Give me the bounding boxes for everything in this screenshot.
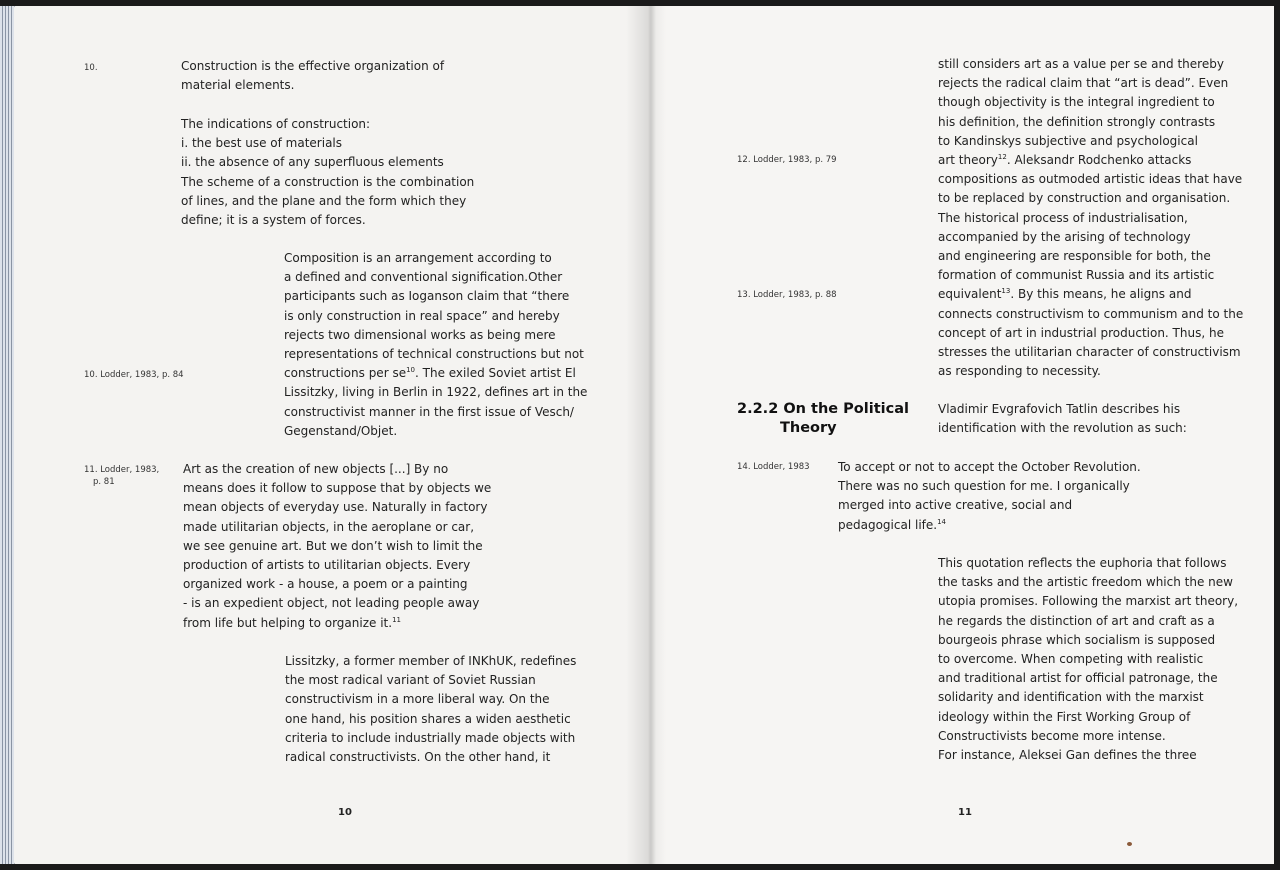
text-line: The indications of construction:	[181, 117, 371, 131]
text-line: criteria to include industrially made objects with	[285, 730, 576, 745]
text-line: Vladimir Evgrafovich Tatlin describes his	[938, 402, 1181, 416]
footnote-11: 11. Lodder, 1983, p. 81	[84, 465, 160, 487]
text-line: still considers art as a value per se and thereby	[938, 57, 1224, 71]
footnote-13: 13. Lodder, 1983, p. 88	[737, 290, 837, 300]
text-line: bourgeois phrase which socialism is supposed	[938, 632, 1216, 647]
text-line: though objectivity is the integral ingredient to	[938, 95, 1215, 110]
section-heading: 2.2.2 On the Political Theory	[737, 401, 909, 436]
text-line: equivalent$^{13}$. By this means, he aligns and	[938, 287, 1192, 302]
text-line: as responding to necessity.	[938, 364, 1101, 379]
text-line: from life but helping to organize it.$^{11}$	[183, 615, 401, 630]
section-label: 10.	[84, 63, 98, 73]
text-line: art theory$^{12}$. Aleksandr Rodchenko attacks	[938, 153, 1192, 168]
text-line: pedagogical life.$^{14}$	[838, 517, 946, 532]
right-paragraph-1	[938, 55, 1243, 381]
footnote-ref-14: 14	[937, 517, 946, 526]
text-line: the most radical variant of Soviet Russian	[285, 673, 536, 688]
text-line: means does it follow to suppose that by objects we	[183, 481, 492, 496]
left-paragraph-4	[285, 652, 576, 767]
text-line: representations of technical constructions but not	[284, 347, 584, 362]
text-line: For instance, Aleksei Gan defines the three	[938, 748, 1197, 763]
text-line: the tasks and the artistic freedom which the new	[938, 575, 1233, 590]
text-line: Lissitzky, a former member of INKhUK, redefines	[285, 654, 577, 668]
text-line: is only construction in real space” and hereby	[284, 308, 560, 323]
text-line: There was no such question for me. I organically	[838, 479, 1130, 494]
text-line: The historical process of industrialisation,	[938, 210, 1188, 225]
text-line: one hand, his position shares a widen aesthetic	[285, 711, 571, 726]
text-line: utopia promises. Following the marxist art theory,	[938, 594, 1239, 609]
page-number-left: 10	[338, 807, 352, 818]
text-line: rejects two dimensional works as being mere	[284, 327, 556, 342]
text-line: he regards the distinction of art and craft as a	[938, 613, 1215, 628]
text-line: constructivism in a more liberal way. On the	[285, 692, 550, 707]
text-line: ideology within the First Working Group of	[938, 709, 1191, 724]
text-line: Constructivists become more intense.	[938, 728, 1166, 743]
left-paragraph-3	[284, 249, 587, 441]
text-line: radical constructivists. On the other hand, it	[285, 750, 551, 765]
right-quote	[838, 458, 1141, 535]
right-paragraph-3	[938, 554, 1238, 765]
footnote-ref-11: 11	[392, 615, 401, 624]
text-line: to Kandinskys subjective and psychological	[938, 133, 1198, 148]
text-line: to overcome. When competing with realistic	[938, 652, 1204, 667]
text-line: production of artists to utilitarian objects. Every	[183, 558, 471, 573]
text-line: his definition, the definition strongly contrasts	[938, 114, 1216, 129]
text-line: made utilitarian objects, in the aeroplane or car,	[183, 519, 475, 534]
left-paragraph-2	[181, 115, 474, 230]
text-line: formation of communist Russia and its artistic	[938, 268, 1215, 283]
text-line: constructivist manner in the first issue of Vesch/	[284, 404, 574, 419]
text-line: to be replaced by construction and organisation.	[938, 191, 1231, 206]
text-line: identification with the revolution as such:	[938, 421, 1187, 436]
text-line: This quotation reflects the euphoria that follows	[938, 556, 1227, 570]
text-line: and traditional artist for official patronage, the	[938, 671, 1218, 686]
footnote-ref-10: 10	[406, 366, 415, 375]
text-line: solidarity and identification with the marxist	[938, 690, 1204, 705]
text-line: Composition is an arrangement according to	[284, 251, 552, 265]
left-quote	[183, 460, 491, 633]
text-line: Gegenstand/Objet.	[284, 423, 398, 438]
text-line: compositions as outmoded artistic ideas that have	[938, 172, 1243, 187]
text-line: we see genuine art. But we don’t wish to limit the	[183, 538, 483, 553]
text-line: and engineering are responsible for both, the	[938, 249, 1211, 264]
text-line: define; it is a system of forces.	[181, 213, 366, 228]
text-line: accompanied by the arising of technology	[938, 229, 1191, 244]
text-line: of lines, and the plane and the form which they	[181, 193, 467, 208]
right-paragraph-2	[938, 400, 1187, 438]
page-number-right: 11	[958, 807, 972, 818]
left-paragraph-1	[181, 57, 444, 95]
text-line: constructions per $se^{10}$. The exiled Soviet artist El	[284, 366, 576, 381]
text-line: material elements.	[181, 78, 295, 93]
text-line: organized work - a house, a poem or a painting	[183, 577, 468, 592]
text-line: merged into active creative, social and	[838, 498, 1073, 513]
footnote-10: 10. Lodder, 1983, p. 84	[84, 370, 184, 380]
text-line: i. the best use of materials	[181, 136, 343, 151]
footnote-ref-13: 13	[1001, 287, 1011, 296]
text-line: participants such as Ioganson claim that “there	[284, 289, 570, 304]
text-line: mean objects of everyday use. Naturally in factory	[183, 500, 488, 515]
text-line: Art as the creation of new objects [...] By no	[183, 462, 449, 476]
text-line: To accept or not to accept the October Revolution.	[838, 460, 1141, 474]
text-line: Lissitzky, living in Berlin in 1922, defines art in the	[284, 385, 588, 400]
text-line: a defined and conventional signification.Other	[284, 270, 563, 285]
text-line: stresses the utilitarian character of constructivism	[938, 345, 1241, 360]
text-line: ii. the absence of any superfluous elements	[181, 155, 444, 170]
footnote-12: 12. Lodder, 1983, p. 79	[737, 155, 837, 165]
text-line: concept of art in industrial production. Thus, he	[938, 325, 1224, 340]
text-line: The scheme of a construction is the combination	[181, 174, 475, 189]
text-line: Construction is the effective organization of	[181, 59, 445, 73]
text-line: - is an expedient object, not leading people away	[183, 596, 480, 611]
footnote-ref-12: 12	[997, 153, 1007, 162]
footnote-14: 14. Lodder, 1983	[737, 462, 810, 472]
paper-speck	[1127, 842, 1132, 846]
text-line: connects constructivism to communism and to the	[938, 306, 1244, 321]
text-line: rejects the radical claim that “art is dead”. Even	[938, 76, 1229, 91]
